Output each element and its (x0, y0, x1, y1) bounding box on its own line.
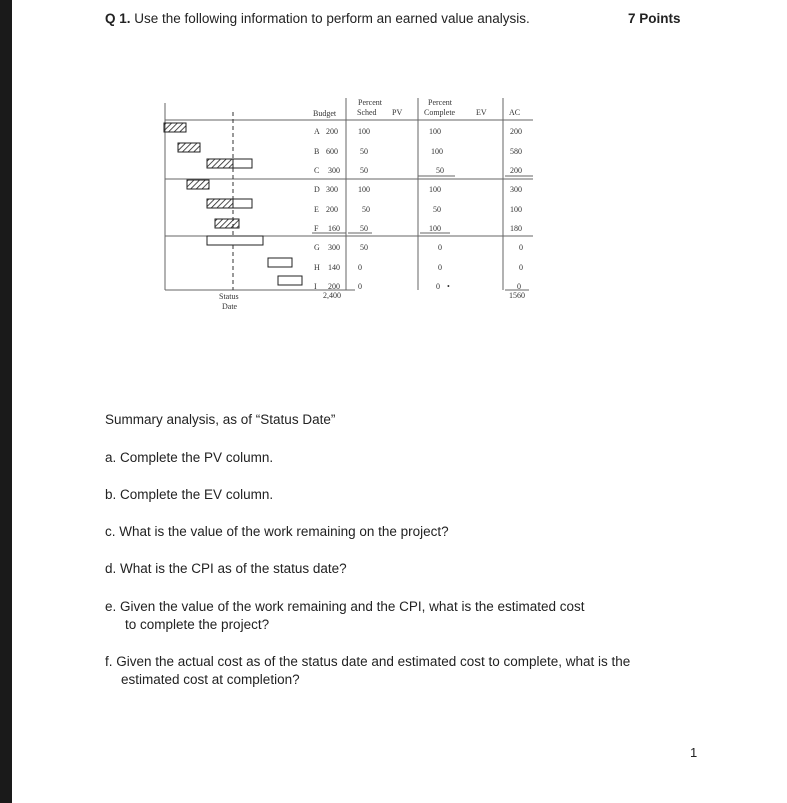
row-c-complete: 50 (436, 166, 444, 175)
budget-total: 2,400 (323, 291, 341, 300)
bar-b (178, 143, 200, 152)
question-b: b. Complete the EV column. (105, 487, 274, 502)
question-d: d. What is the CPI as of the status date? (105, 561, 347, 576)
row-e-sched: 50 (362, 205, 370, 214)
row-h-ac: 0 (519, 263, 523, 272)
row-b-complete: 100 (431, 147, 443, 156)
bar-c-done (207, 159, 233, 168)
header-ev: EV (476, 108, 487, 117)
row-f-sched: 50 (360, 224, 368, 233)
question-a: a. Complete the PV column. (105, 450, 274, 465)
row-e-budget: 200 (326, 205, 338, 214)
bar-g (207, 236, 263, 245)
table-rows (219, 127, 533, 311)
row-f-complete: 100 (429, 224, 441, 233)
question-text: Use the following information to perform an earned value analysis. (134, 11, 530, 26)
row-h-sched: 0 (358, 263, 362, 272)
row-c-task: C (314, 166, 320, 175)
header-pv: PV (392, 108, 403, 117)
bar-e-done (207, 199, 233, 208)
question-number: Q 1. (105, 11, 131, 26)
row-f-budget: 160 (328, 224, 340, 233)
row-b-ac: 580 (510, 147, 522, 156)
row-e-ac: 100 (510, 205, 522, 214)
header-budget: Budget (313, 109, 337, 118)
row-a-task: A (314, 127, 320, 136)
summary-heading: Summary analysis, as of “Status Date” (105, 412, 336, 427)
question-f (105, 653, 630, 689)
question-e-line1: e. Given the value of the work remaining and the CPI, what is the estimated cost (105, 599, 585, 614)
row-a-budget: 200 (326, 127, 338, 136)
status-label-2: Date (222, 302, 238, 311)
row-h-complete: 0 (438, 263, 442, 272)
row-c-ac: 200 (510, 166, 522, 175)
row-i-budget: 200 (328, 282, 340, 291)
row-b-task: B (314, 147, 320, 156)
question-c: c. What is the value of the work remaining on the project? (105, 524, 449, 539)
bar-i (278, 276, 302, 285)
row-g-task: G (314, 243, 320, 252)
header-pct-complete-2: Complete (424, 108, 456, 117)
row-f-task: F (314, 224, 319, 233)
row-d-complete: 100 (429, 185, 441, 194)
row-d-sched: 100 (358, 185, 370, 194)
row-c-sched: 50 (360, 166, 368, 175)
ac-total: 1560 (509, 291, 525, 300)
header-pct-sched-1: Percent (358, 98, 382, 107)
bar-a (164, 123, 186, 132)
row-i-sched: 0 (358, 282, 362, 291)
row-i-complete: 0 (436, 282, 440, 291)
header-pct-complete-1: Percent (428, 98, 452, 107)
bar-e-left (233, 199, 252, 208)
row-g-budget: 300 (328, 243, 340, 252)
question-f-line2: estimated cost at completion? (121, 672, 300, 687)
question-points: 7 Points (628, 11, 681, 26)
row-i-task: I (314, 282, 317, 291)
row-d-task: D (314, 185, 320, 194)
header-ac: AC (509, 108, 521, 117)
gantt-grid (165, 98, 533, 290)
bar-f (215, 219, 239, 228)
header-pct-sched-2: Sched (357, 108, 377, 117)
question-f-line1: f. Given the actual cost as of the status date and estimated cost to complete, what is the (105, 654, 631, 669)
row-c-budget: 300 (328, 166, 340, 175)
row-i-ac: 0 (517, 282, 521, 291)
row-a-complete: 100 (429, 127, 441, 136)
row-a-ac: 200 (510, 127, 522, 136)
row-g-sched: 50 (360, 243, 368, 252)
row-g-ac: 0 (519, 243, 523, 252)
row-e-complete: 50 (433, 205, 441, 214)
row-a-sched: 100 (358, 127, 370, 136)
status-label-1: Status (219, 292, 239, 301)
page-number: 1 (690, 745, 698, 760)
row-g-complete: 0 (438, 243, 442, 252)
row-f-ac: 180 (510, 224, 522, 233)
row-h-task: H (314, 263, 320, 272)
question-e (105, 598, 585, 634)
row-b-sched: 50 (360, 147, 368, 156)
row-e-task: E (314, 205, 319, 214)
bar-d (187, 180, 209, 189)
row-h-budget: 140 (328, 263, 340, 272)
bar-h (268, 258, 292, 267)
row-d-budget: 300 (326, 185, 338, 194)
row-i-bullet: • (447, 282, 450, 291)
row-d-ac: 300 (510, 185, 522, 194)
question-e-line2: to complete the project? (125, 617, 270, 632)
row-b-budget: 600 (326, 147, 338, 156)
bar-c-left (233, 159, 252, 168)
table-headers (313, 98, 520, 118)
